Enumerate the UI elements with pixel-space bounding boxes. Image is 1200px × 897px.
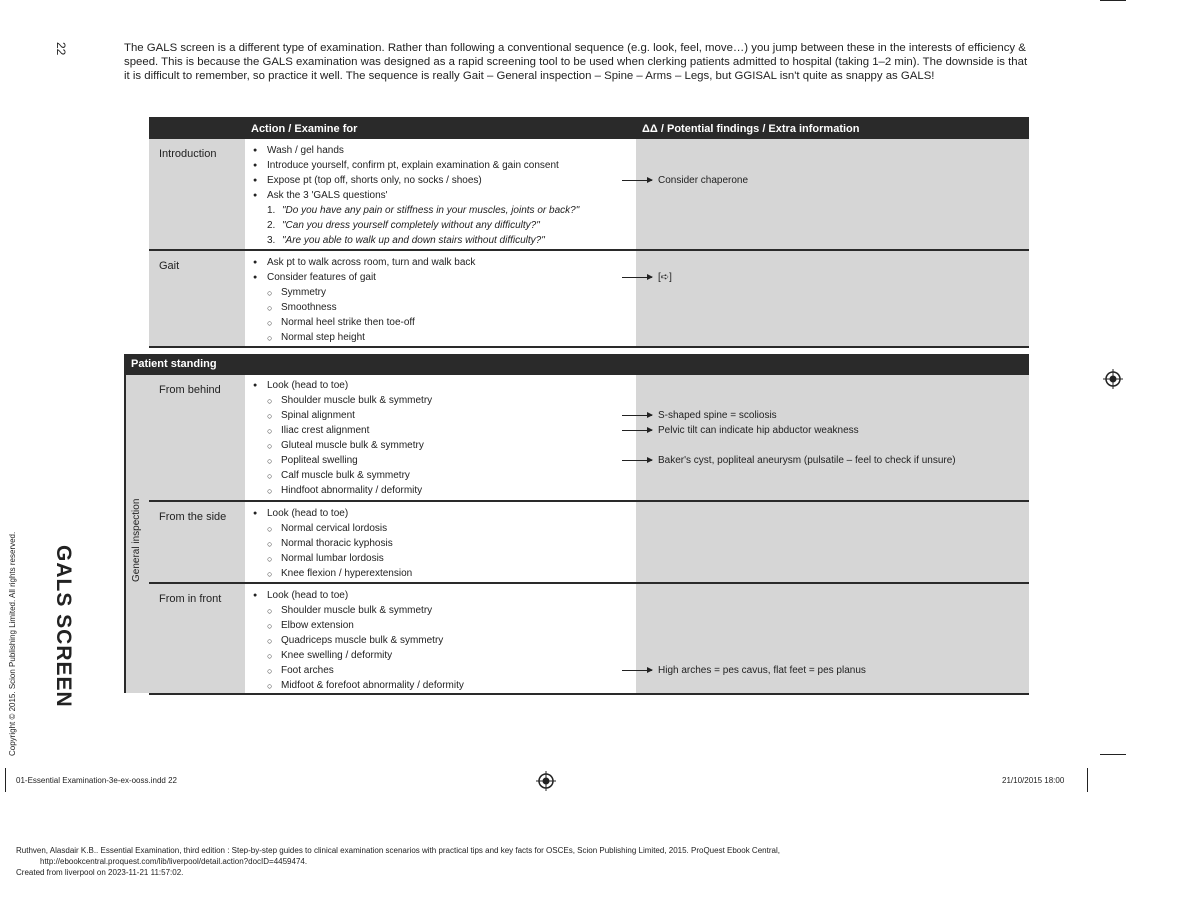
table-header (149, 117, 1029, 139)
crop-mark (1087, 768, 1088, 792)
list-subitem: ○ Popliteal swelling (267, 455, 358, 467)
list-item: ● Ask the 3 'GALS questions' (253, 190, 388, 202)
finding: [➪] (658, 272, 672, 283)
list-subitem: ○ Shoulder muscle bulk & symmetry (267, 605, 432, 617)
question: "Can you dress yourself completely without any difficulty?" (282, 220, 540, 231)
gals-table-top (149, 117, 1029, 348)
row-label: From behind (149, 375, 245, 500)
list-subitem: ○ Quadriceps muscle bulk & symmetry (267, 635, 443, 647)
list-subitem: ○ Knee flexion / hyperextension (267, 568, 412, 580)
list-item: ● Consider features of gait (253, 272, 376, 284)
row-from-front (149, 584, 1029, 695)
footer-file: 01-Essential Examination-3e-ex-ooss.indd 22 (16, 776, 177, 785)
copyright-notice: Copyright © 2015. Scion Publishing Limited. All rights reserved. (8, 531, 17, 756)
list-subitem: ○ Normal thoracic kyphosis (267, 538, 393, 550)
list-subitem: ○ Spinal alignment (267, 410, 355, 422)
footer-date: 21/10/2015 18:00 (1002, 776, 1065, 785)
finding: S-shaped spine = scoliosis (658, 410, 777, 421)
arrow-icon (622, 670, 652, 671)
finding-arrow (622, 455, 956, 467)
list-subitem: ○ Smoothness (267, 302, 337, 314)
row-label: Introduction (149, 139, 245, 249)
crop-mark (1100, 0, 1126, 1)
list-subitem: ○ Knee swelling / deformity (267, 650, 392, 662)
finding-arrow (622, 665, 866, 677)
arrow-icon (622, 460, 652, 461)
group-label: General inspection (131, 498, 142, 582)
list-item: ● Look (head to toe) (253, 508, 348, 520)
list-subitem: ○ Normal lumbar lordosis (267, 553, 384, 565)
finding: High arches = pes cavus, flat feet = pes planus (658, 665, 866, 676)
list-item: ● Ask pt to walk across room, turn and walk back (253, 257, 475, 269)
finding-arrow (622, 175, 748, 187)
registration-mark-icon (1103, 369, 1123, 389)
gals-table-standing (149, 375, 1029, 695)
finding-arrow (622, 425, 859, 437)
list-subitem: ○ Foot arches (267, 665, 334, 677)
row-label: From in front (149, 584, 245, 693)
list-subitem: ○ Gluteal muscle bulk & symmetry (267, 440, 424, 452)
question-number: 3. (267, 235, 276, 246)
section-title: Patient standing (131, 358, 217, 370)
arrow-icon (622, 415, 652, 416)
arrow-icon (622, 277, 652, 278)
question-number: 2. (267, 220, 276, 231)
page-number: 22 (54, 42, 68, 56)
finding: Pelvic tilt can indicate hip abductor weakness (658, 425, 859, 436)
section-header (124, 354, 1029, 375)
crop-mark (5, 768, 6, 792)
list-subitem: ○ Symmetry (267, 287, 326, 299)
finding: Baker's cyst, popliteal aneurysm (pulsatile – feel to check if unsure) (658, 455, 956, 466)
intro-paragraph: The GALS screen is a different type of examination. Rather than following a conventional sequence (e.g. look, feel, move…) you jump between these in the interests of efficiency & speed. This is because the GALS examination was designed as a rapid screening tool to be used when clerking patients admitted to hospital (taking 1–2 min). The downside is that it is difficult to remember, so practice it well. The sequence is really Gait – General inspection – Spine – Arms – Legs, but GGISAL isn't quite as snappy as GALS! (124, 42, 1028, 83)
list-item: ● Look (head to toe) (253, 590, 348, 602)
citation-url: http://ebookcentral.proquest.com/lib/liverpool/detail.action?docID=4459474. (40, 857, 308, 866)
finding-arrow (622, 272, 672, 284)
col-action-header: Action / Examine for (251, 123, 358, 135)
row-label: Gait (149, 251, 245, 346)
list-subitem: ○ Normal heel strike then toe-off (267, 317, 415, 329)
list-item: ● Look (head to toe) (253, 380, 348, 392)
row-from-behind (149, 375, 1029, 502)
arrow-icon (622, 430, 652, 431)
list-subitem: ○ Normal cervical lordosis (267, 523, 387, 535)
question-number: 1. (267, 205, 276, 216)
finding-arrow (622, 410, 777, 422)
finding: Consider chaperone (658, 175, 749, 186)
list-subitem: ○ Iliac crest alignment (267, 425, 369, 437)
list-subitem: ○ Midfoot & forefoot abnormality / deformity (267, 680, 464, 692)
citation-line: Ruthven, Alasdair K.B.. Essential Examination, third edition : Step-by-step guides to clinical examination scenarios with practical tips and key facts for OSCEs, Scion Publishing Limited, 2015. ProQuest Ebook Central, (16, 846, 780, 855)
row-gait (149, 251, 1029, 348)
citation-created: Created from liverpool on 2023-11-21 11:57:02. (16, 868, 184, 877)
row-label: From the side (149, 502, 245, 582)
crop-mark (1100, 754, 1126, 755)
registration-mark-icon (536, 771, 556, 791)
list-subitem: ○ Normal step height (267, 332, 365, 344)
group-label-cell (124, 375, 149, 693)
row-introduction (149, 139, 1029, 251)
row-from-side (149, 502, 1029, 584)
list-subitem: ○ Elbow extension (267, 620, 354, 632)
list-item: ● Wash / gel hands (253, 145, 344, 157)
question: "Do you have any pain or stiffness in your muscles, joints or back?" (282, 205, 580, 216)
list-subitem: ○ Shoulder muscle bulk & symmetry (267, 395, 432, 407)
chapter-title: GALS SCREEN (52, 545, 75, 708)
arrow-icon (622, 180, 652, 181)
list-item: ● Expose pt (top off, shorts only, no socks / shoes) (253, 175, 482, 187)
list-subitem: ○ Hindfoot abnormality / deformity (267, 485, 422, 497)
list-item: ● Introduce yourself, confirm pt, explain examination & gain consent (253, 160, 559, 172)
col-findings-header: ΔΔ / Potential findings / Extra information (642, 123, 860, 135)
question: "Are you able to walk up and down stairs without difficulty?" (282, 235, 545, 246)
list-subitem: ○ Calf muscle bulk & symmetry (267, 470, 410, 482)
